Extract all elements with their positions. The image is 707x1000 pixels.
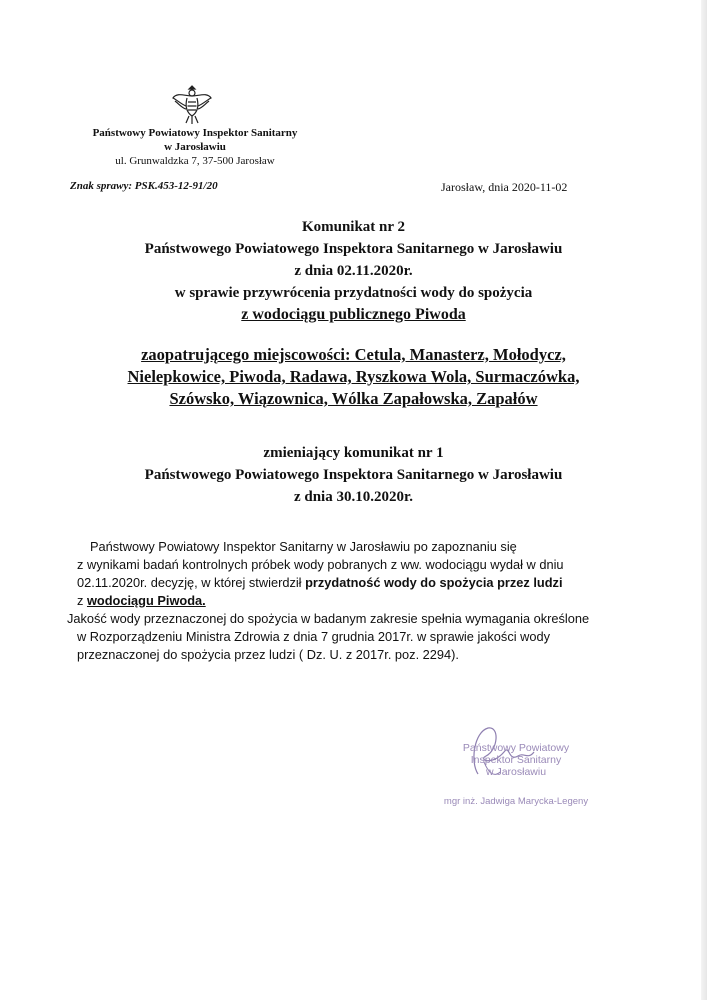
supplied-localities: [40, 344, 667, 410]
scan-edge: [701, 0, 707, 1000]
localities-line: zaopatrującego miejscowości: Cetula, Manasterz, Mołodycz,: [141, 345, 566, 364]
stamp-signatory: mgr inż. Jadwiga Marycka-Legeny: [443, 796, 589, 807]
body-line: w Rozporządzeniu Ministra Zdrowia z dnia 7 grudnia 2017r. w sprawie jakości wody: [77, 629, 550, 644]
office-address: ul. Grunwaldzka 7, 37-500 Jarosław: [115, 155, 275, 167]
heading-line: Państwowego Powiatowego Inspektora Sanitarnego w Jarosławiu: [144, 241, 563, 257]
office-name: Państwowy Powiatowy Inspektor Sanitarny: [92, 127, 298, 139]
body-line: [77, 592, 610, 610]
case-reference: Znak sprawy: PSK.453-12-91/20: [70, 180, 218, 192]
body-text: 02.11.2020r. decyzję, w której stwierdził: [77, 575, 306, 590]
localities-line: Szówsko, Wiązownica, Wólka Zapałowska, Zapałów: [169, 389, 538, 408]
body-emphasis-underlined: wodociągu Piwoda.: [86, 593, 206, 608]
city-date: Jarosław, dnia 2020-11-02: [441, 180, 568, 194]
official-stamp: [436, 742, 596, 808]
heading-line: z dnia 30.10.2020r.: [293, 489, 414, 505]
localities-line: Nielepkowice, Piwoda, Radawa, Ryszkowa Wola, Surmaczówka,: [127, 367, 580, 386]
communique-body: [67, 538, 610, 664]
heading-line-underlined: z wodociągu publicznego Piwoda: [241, 306, 466, 323]
body-line: Jakość wody przeznaczonej do spożycia w badanym zakresie spełnia wymagania określone: [67, 611, 590, 626]
stamp-line: w Jarosławiu: [485, 766, 547, 778]
amending-heading: [40, 442, 667, 508]
issuing-office: [60, 126, 330, 168]
heading-line: w sprawie przywrócenia przydatności wody do spożycia: [174, 285, 533, 301]
heading-line: zmieniający komunikat nr 1: [263, 445, 444, 461]
stamp-line: Państwowy Powiatowy: [462, 742, 570, 754]
heading-line: Komunikat nr 2: [301, 219, 406, 235]
stamp-line: Inspektor Sanitarny: [470, 754, 562, 766]
body-emphasis: przydatność wody do spożycia przez ludzi: [305, 575, 563, 590]
body-line: przeznaczonej do spożycia przez ludzi ( Dz. U. z 2017r. poz. 2294).: [77, 647, 459, 662]
body-line: Państwowy Powiatowy Inspektor Sanitarny w Jarosławiu po zapoznaniu się: [90, 539, 517, 554]
body-line: z wynikami badań kontrolnych próbek wody pobranych z ww. wodociągu wydał w dniu: [77, 557, 564, 572]
office-location: w Jarosławiu: [164, 141, 226, 153]
body-text: z: [77, 593, 87, 608]
communique-heading: [40, 216, 667, 326]
polish-eagle-emblem-icon: [171, 82, 213, 126]
body-line: [77, 574, 610, 592]
heading-line: z dnia 02.11.2020r.: [294, 263, 413, 279]
heading-line: Państwowego Powiatowego Inspektora Sanitarnego w Jarosławiu: [144, 467, 563, 483]
